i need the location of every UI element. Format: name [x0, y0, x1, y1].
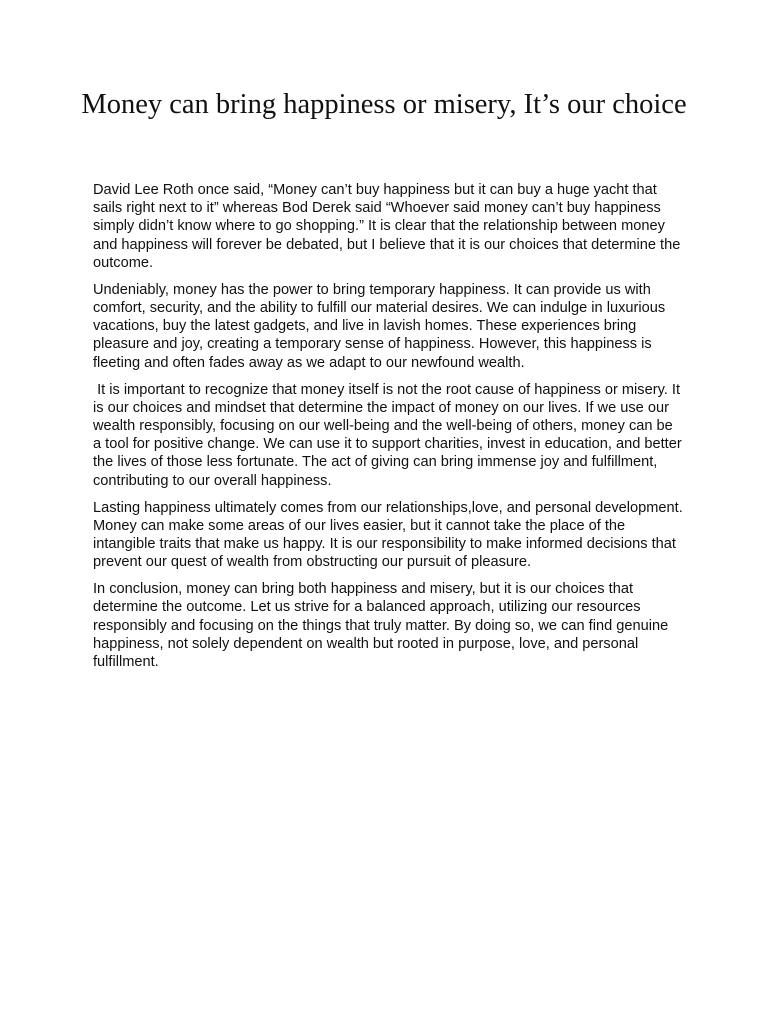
paragraph-lasting-happiness: Lasting happiness ultimately comes from our relationships,love, and personal development. Money can make some areas of our lives easier, but it cannot take the place of the intangible traits that make us happy. It is our responsibility to make informed decisions that prevent our quest of wealth from obstructing our pursuit of pleasure.: [93, 499, 687, 571]
paragraph-temporary-happiness: Undeniably, money has the power to bring temporary happiness. It can provide us with comfort, security, and the ability to fulfill our material desires. We can indulge in luxurious vacations, buy the latest gadgets, and live in lavish homes. These experiences bring pleasure and joy, creating a temporary sense of happiness. However, this happiness is fleeting and often fades away as we adapt to our newfound wealth.: [93, 281, 670, 371]
paragraph-conclusion: In conclusion, money can bring both happiness and misery, but it is our choices that determine the outcome. Let us strive for a balanced approach, utilizing our resources responsibly and focusing on the things that truly matter. By doing so, we can find genuine happiness, not solely dependent on wealth but rooted in purpose, love, and personal fulfillment.: [93, 581, 673, 671]
document-body: [93, 181, 687, 680]
document-title: Money can bring happiness or misery, It’s our choice: [81, 89, 687, 120]
paragraph-intro: David Lee Roth once said, “Money can’t buy happiness but it can buy a huge yacht that sails right next to it” whereas Bod Derek said “Whoever said money can’t buy happiness simply didn’t know where to go shopping.” It is clear that the relationship between money and happiness will forever be debated, but I believe that it is our choices that determine the outcome.: [93, 182, 685, 271]
paragraph-choices-mindset: It is important to recognize that money itself is not the root cause of happiness or misery. It is our choices and mindset that determine the impact of money on our lives. If we use our wealth responsibly, focusing on our well-being and the well-being of others, money can be a tool for positive change. We can use it to support charities, invest in education, and better the lives of those less fortunate. The act of giving can bring immense joy and fulfillment, contributing to our overall happiness.: [93, 381, 686, 489]
